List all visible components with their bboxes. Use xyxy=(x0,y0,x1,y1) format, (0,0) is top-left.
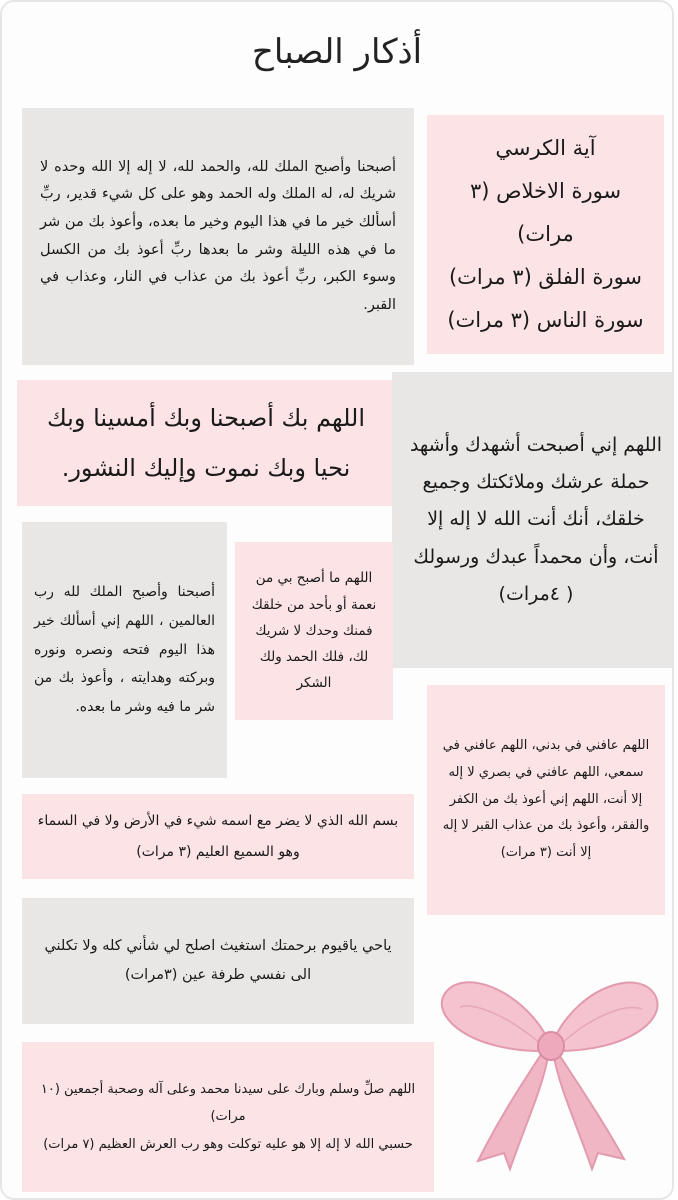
dhikr-text: اللهم عافني في بدني، اللهم عافني في سمعي، اللهم عافني في بصري لا إله إلا أنت، اللهم إني أعوذ بك من الكفر والفقر، وأعوذ بك من عذاب القبر لا إله إلا أنت (٣ مرات) xyxy=(442,738,650,860)
page-title: أذكار الصباح xyxy=(251,32,423,72)
dhikr-card-bismillah xyxy=(22,794,414,879)
dhikr-card-bika-asbahna xyxy=(17,380,395,506)
dhikr-card-afini xyxy=(427,685,665,915)
dhikr-card-morning-kingdom xyxy=(22,108,414,365)
dhikr-text: اللهم ما أصبح بي من نعمة أو بأحد من خلقك فمنك وحدك لا شريك لك، فلك الحمد ولك الشكر xyxy=(251,570,377,692)
dhikr-text: بسم الله الذي لا يضر مع اسمه شيء في الأرض ولا في السماء وهو السميع العليم (٣ مرات) xyxy=(37,812,399,860)
pink-ribbon-bow-icon xyxy=(430,947,670,1177)
dhikr-text: ياحي ياقيوم برحمتك استغيث اصلح لي شأني كله ولا تكلني الى نفسي طرفة عين (٣مرات) xyxy=(44,938,392,983)
dhikr-card-surahs xyxy=(427,115,664,354)
dhikr-card-salawat-hasbi xyxy=(22,1042,434,1192)
dhikr-card-rabb-alalamin xyxy=(22,522,227,778)
dhikr-text: اللهم بك أصبحنا وبك أمسينا وبك نحيا وبك نموت وإليك النشور. xyxy=(46,403,366,482)
dhikr-text: آية الكرسي سورة الاخلاص (٣ مرات) سورة الفلق (٣ مرات) سورة الناس (٣ مرات) xyxy=(447,135,644,333)
dhikr-card-nimah xyxy=(235,542,393,720)
dhikr-card-ashhaduka xyxy=(392,372,674,668)
dhikr-text: اللهم صلِّ وسلم وبارك على سيدنا محمد وعلى آله وصحبة أجمعين (١٠ مرات) حسبي الله لا إله إلا هو عليه توكلت وهو رب العرش العظيم (٧ مرات) xyxy=(40,1082,416,1152)
dhikr-card-ya-hayy xyxy=(22,898,414,1024)
dhikr-text: أصبحنا وأصبح الملك لله رب العالمين ، اللهم إني أسألك خير هذا اليوم فتحه ونصره ونوره وبركته وهدايته ، وأعوذ بك من شر ما فيه وشر ما بعده. xyxy=(34,584,215,716)
dhikr-text: اللهم إني أصبحت أشهدك وأشهد حملة عرشك وملائكتك وجميع خلقك، أنك أنت الله لا إله إلا أنت، وأن محمداً عبدك ورسولك ( ٤مرات) xyxy=(409,434,663,605)
dhikr-text: أصبحنا وأصبح الملك لله، والحمد لله، لا إله إلا الله وحده لا شريك له، له الملك وله الحمد وهو على كل شيء قدير، ربِّ أسألك خير ما في هذا اليوم وخير ما بعده، وأعوذ بك من شر ما في هذه الليلة وشر ما بعدها ربِّ أعوذ بك من الكسل وسوء الكبر، ربِّ أعوذ بك من عذاب في النار، وعذاب في القبر. xyxy=(40,158,396,313)
